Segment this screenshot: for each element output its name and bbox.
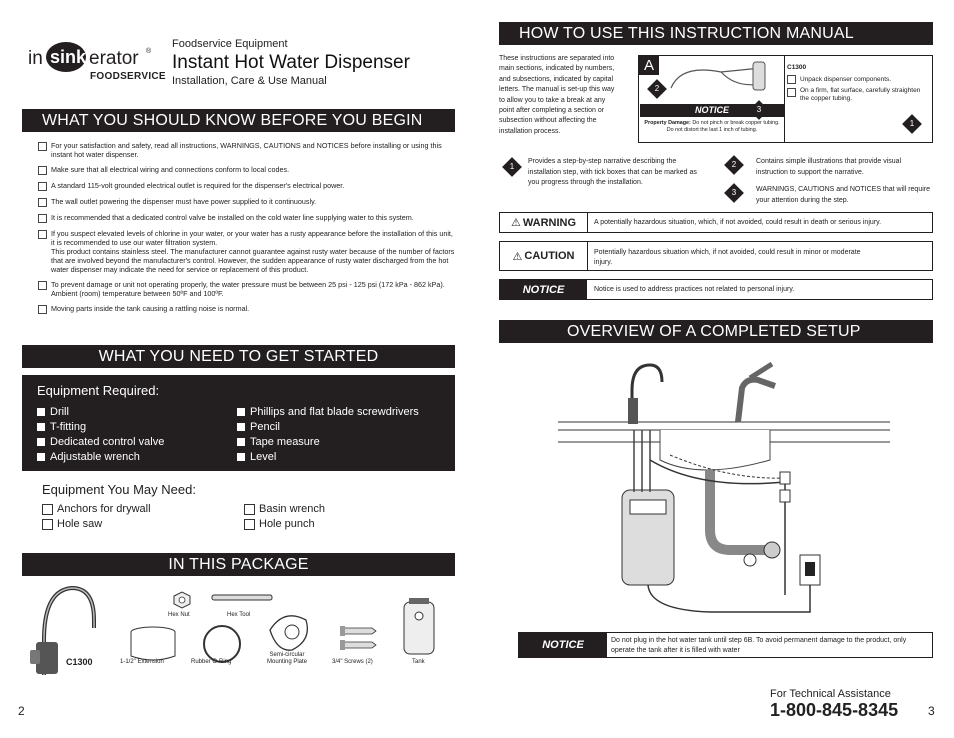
- may-need-col1: [42, 502, 151, 532]
- legend-badge-2: 2: [724, 155, 744, 175]
- o-ring-illustration: [204, 626, 240, 662]
- legend-text-2: Contains simple illustrations that provide visual instruction to support the narrative.: [756, 158, 902, 176]
- caution-label-cell: ⚠ CAUTION: [500, 242, 588, 270]
- page-number-left: 2: [18, 704, 25, 718]
- extension-illustration: [131, 627, 175, 660]
- example-section-letter: A: [639, 56, 659, 75]
- checkbox[interactable]: [38, 182, 47, 191]
- logo-erator: erator: [89, 48, 139, 69]
- example-badge-2: 2: [647, 79, 667, 99]
- overview-notice-text: Do not plug in the hot water tank until step 6B. To avoid permanent damage to the product, only operate the tank after it is filled with water: [611, 637, 907, 654]
- before-begin-heading: WHAT YOU SHOULD KNOW BEFORE YOU BEGIN: [22, 109, 455, 132]
- warning-text: A potentially hazardous situation, which, if not avoided, could result in death or serious injury.: [594, 219, 882, 226]
- manual-heading: HOW TO USE THIS INSTRUCTION MANUAL: [499, 22, 933, 45]
- part-label-hex-tool: Hex Tool: [227, 612, 251, 618]
- checkbox[interactable]: [38, 305, 47, 314]
- before-begin-checklist: [38, 141, 456, 320]
- part-label-o-ring: Rubber O-Ring: [191, 659, 232, 665]
- example-divider: [784, 56, 785, 142]
- mounting-plate-illustration: [270, 616, 307, 650]
- checklist-item: The wall outlet powering the dispenser must have power supplied to it continuously.: [38, 197, 456, 207]
- checklist-item: To prevent damage or unit not operating properly, the water pressure must be between 25 psi - 125 psi (172 kPa - 862 kPa). Ambient (room) temperature between 50ºF and 100ºF.: [38, 280, 456, 298]
- example-step-2: On a firm, flat surface, carefully straighten the copper tubing.: [787, 87, 927, 103]
- may-need-item: Anchors for drywall: [42, 502, 151, 517]
- checkbox[interactable]: [787, 75, 796, 84]
- equipment-required-label: Equipment Required:: [37, 383, 160, 398]
- tech-assistance-label: For Technical Assistance: [770, 688, 891, 700]
- checkbox[interactable]: [38, 166, 47, 175]
- may-need-label: Equipment You May Need:: [42, 482, 196, 497]
- legend-text-1: Provides a step-by-step narrative describing the installation step, with tick boxes that can be marked as you progress through the installation.: [528, 158, 697, 186]
- checklist-item: A standard 115-volt grounded electrical outlet is required for the dispenser's electrical power.: [38, 181, 456, 191]
- checkbox[interactable]: [244, 519, 255, 530]
- get-started-heading: WHAT YOU NEED TO GET STARTED: [22, 345, 455, 368]
- required-col1: [37, 405, 164, 465]
- checklist-item: For your satisfaction and safety, read all instructions, WARNINGS, CAUTIONS and NOTICES before installing or using this instant hot water dispenser.: [38, 141, 456, 159]
- may-need-col2: [244, 502, 325, 532]
- checklist-item: Moving parts inside the tank causing a rattling noise is normal.: [38, 304, 456, 314]
- overview-notice-label: NOTICE: [519, 633, 607, 657]
- caution-text: Potentially hazardous situation which, if not avoided, could result in minor or moderate injury.: [594, 249, 861, 266]
- example-notice-label: NOTICE: [640, 104, 784, 117]
- may-need-item: Hole saw: [42, 517, 151, 532]
- required-item: Phillips and flat blade screwdrivers: [237, 405, 419, 420]
- checkbox[interactable]: [38, 142, 47, 151]
- page-title: Instant Hot Water Dispenser: [172, 52, 410, 73]
- required-item: Adjustable wrench: [37, 450, 164, 465]
- checkbox[interactable]: [38, 214, 47, 223]
- logo-foodservice: FOODSERVICE: [90, 71, 166, 82]
- required-item: Drill: [37, 405, 164, 420]
- part-label-tank: Tank: [412, 659, 425, 665]
- overview-illustration: [550, 350, 890, 620]
- checkbox[interactable]: [38, 281, 47, 290]
- legend-badge-1: 1: [502, 157, 522, 177]
- checkbox[interactable]: [42, 504, 53, 515]
- example-step-1: Unpack dispenser components.: [787, 75, 927, 84]
- may-need-item: Basin wrench: [244, 502, 325, 517]
- notice-box: [499, 279, 933, 300]
- logo-registered: ®: [146, 48, 152, 55]
- part-label-hex-nut: Hex Nut: [168, 612, 190, 618]
- legend-text-3: WARNINGS, CAUTIONS and NOTICES that will require your attention during the step.: [756, 186, 931, 204]
- screws-illustration: [340, 626, 376, 650]
- example-illustration: [661, 58, 781, 100]
- example-notice-text: Property Damage: Do not pinch or break copper tubing. Do not distort the last 1 inch of tubing.: [644, 120, 780, 133]
- example-step-box: [638, 55, 933, 143]
- caution-box: [499, 241, 933, 271]
- phone-number[interactable]: 1-800-845-8345: [770, 700, 899, 720]
- checklist-item: It is recommended that a dedicated control valve be installed on the cold water line supplying water to this system.: [38, 213, 456, 223]
- manual-intro: These instructions are separated into main sections, indicated by numbers, and subsections, indicated by capital letters. The manual is set-up this way to allow you to take a break at any point after completing a section or subsection without affecting the installation process.: [499, 55, 615, 135]
- checkbox[interactable]: [787, 88, 796, 97]
- part-label-model: C1300: [66, 657, 93, 667]
- checkbox[interactable]: [42, 519, 53, 530]
- checklist-item: Make sure that all electrical wiring and connections conform to local codes.: [38, 165, 456, 175]
- logo-sink: sink: [50, 47, 87, 67]
- example-badge-1: 1: [902, 114, 922, 134]
- warning-icon: ⚠: [510, 217, 521, 229]
- warning-label-cell: ⚠ WARNING: [500, 213, 588, 232]
- may-need-item: Hole punch: [244, 517, 325, 532]
- legend-badge-3: 3: [724, 183, 744, 203]
- overview-heading: OVERVIEW OF A COMPLETED SETUP: [499, 320, 933, 343]
- required-item: Pencil: [237, 420, 419, 435]
- notice-label-cell: NOTICE: [500, 280, 587, 299]
- notice-text: Notice is used to address practices not related to personal injury.: [594, 286, 795, 293]
- overview-notice-box: [518, 632, 933, 658]
- part-label-screws: 3/4" Screws (2): [332, 659, 373, 665]
- checklist-item: If you suspect elevated levels of chlorine in your water, or your water has a rusty appearance before the installation of this unit, it is recommended to use our water filtration system. This product contains stainless steel. The manufacturer cannot guarantee against rusty water because of the number of factors that are involved beyond the manufacturer's control. However, the sudden appearance of rusty water discharged from the hot water dispenser may indicate the need for service or replacement of this product.: [38, 229, 456, 274]
- logo-in: in: [28, 48, 43, 69]
- page-number-right: 3: [928, 704, 935, 718]
- warning-box: [499, 212, 933, 233]
- required-item: Dedicated control valve: [37, 435, 164, 450]
- part-label-extension: 1-1/2" Extension: [120, 659, 164, 665]
- example-model: C1300: [787, 64, 807, 71]
- required-item: Tape measure: [237, 435, 419, 450]
- required-item: T-fitting: [37, 420, 164, 435]
- example-badge-3: 3: [749, 100, 769, 120]
- insinkerator-logo: [28, 42, 168, 84]
- checkbox[interactable]: [38, 198, 47, 207]
- package-heading: IN THIS PACKAGE: [22, 553, 455, 576]
- checkbox[interactable]: [38, 230, 47, 239]
- brand-top: Foodservice Equipment: [172, 38, 288, 50]
- part-label-mounting-plate: Semi-circular Mounting Plate: [266, 652, 308, 665]
- required-col2: [237, 405, 419, 465]
- page-subtitle: Installation, Care & Use Manual: [172, 75, 327, 87]
- required-item: Level: [237, 450, 419, 465]
- caution-icon: ⚠: [512, 250, 523, 263]
- tank-illustration: [404, 598, 434, 654]
- hex-tool-illustration: [212, 595, 272, 600]
- checkbox[interactable]: [244, 504, 255, 515]
- equipment-required-panel: [22, 375, 455, 471]
